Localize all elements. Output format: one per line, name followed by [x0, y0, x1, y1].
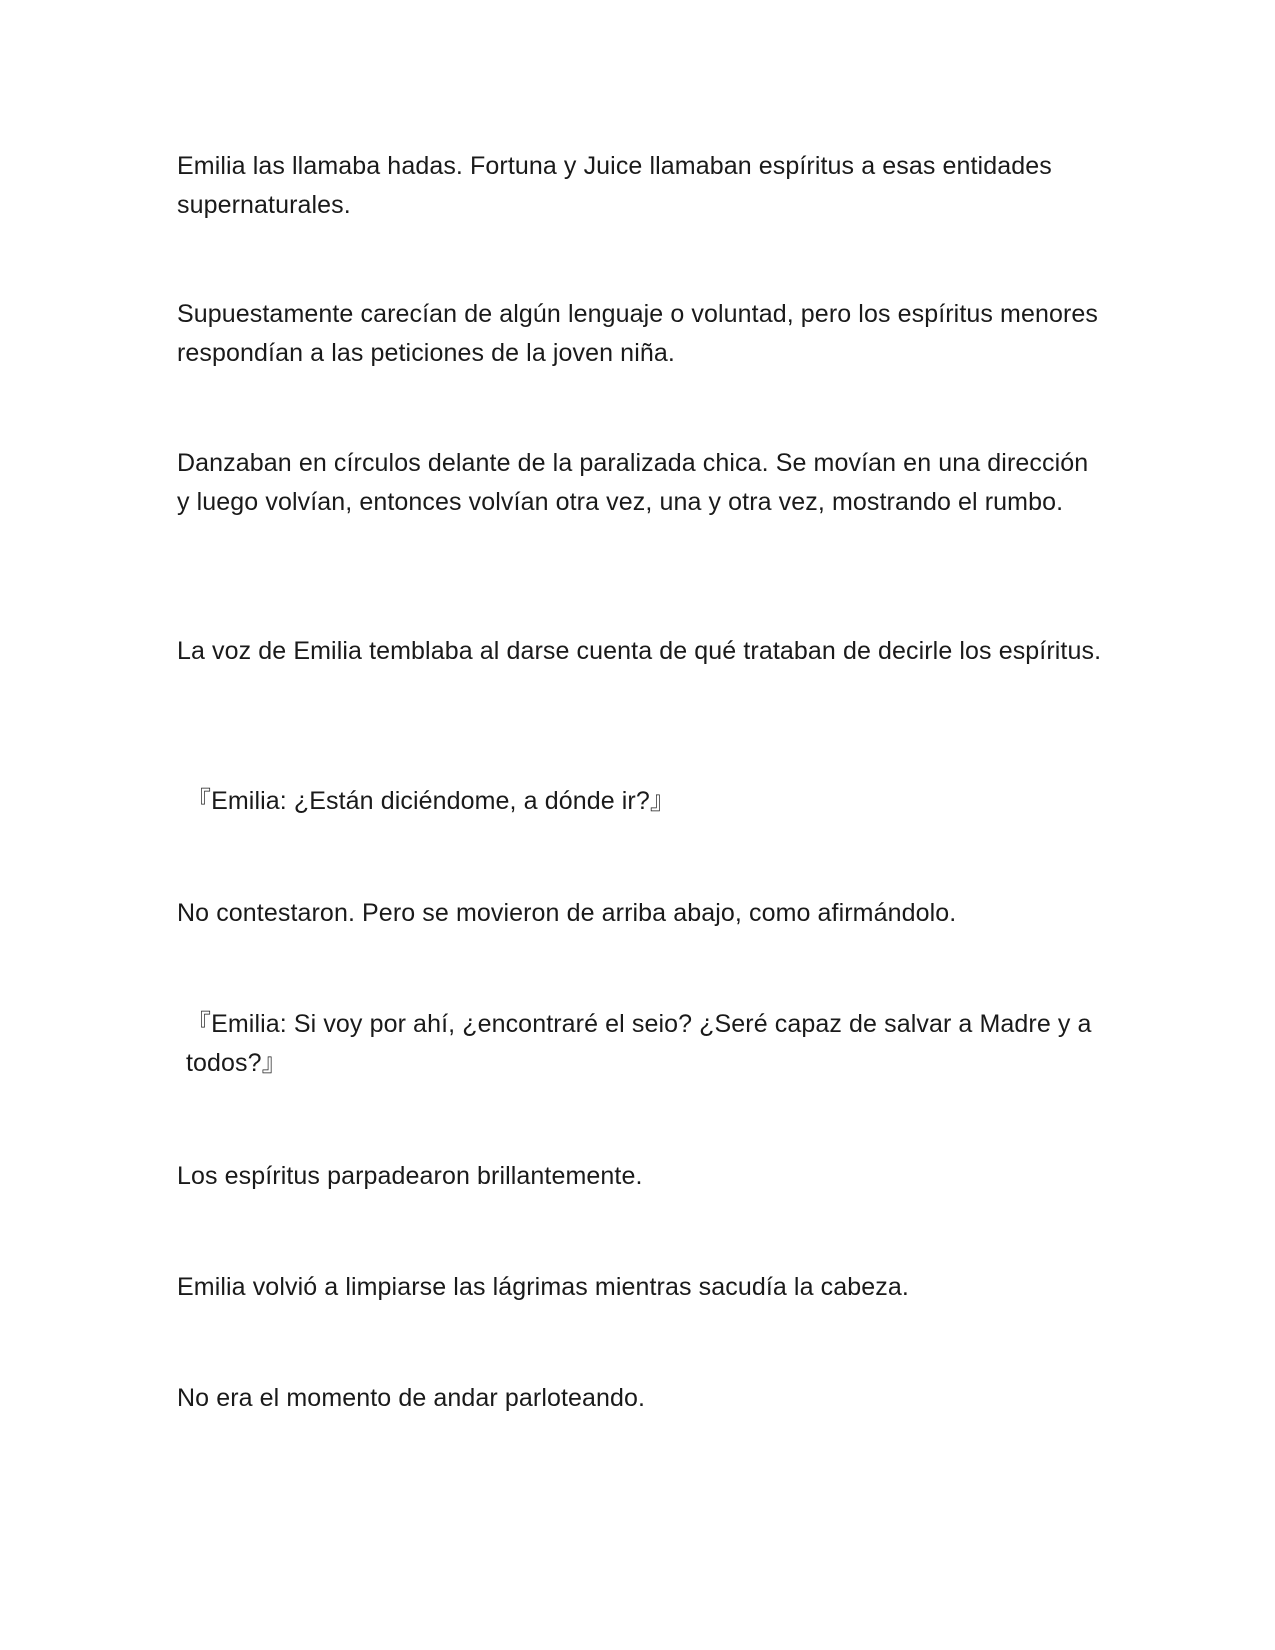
- dialogue-line: 『Emilia: Si voy por ahí, ¿encontraré el seio? ¿Seré capaz de salvar a Madre y a todos?』: [186, 1010, 1092, 1077]
- paragraph: La voz de Emilia temblaba al darse cuenta de qué trataban de decirle los espíritus.: [177, 637, 1102, 665]
- paragraph: Emilia volvió a limpiarse las lágrimas mientras sacudía la cabeza.: [177, 1273, 909, 1301]
- paragraph: No era el momento de andar parloteando.: [177, 1384, 646, 1412]
- paragraph: Emilia las llamaba hadas. Fortuna y Juice llamaban espíritus a esas entidades supernaturales.: [177, 152, 1052, 219]
- paragraph: Danzaban en círculos delante de la paralizada chica. Se movían en una dirección y luego volvían, entonces volvían otra vez, una y otra vez, mostrando el rumbo.: [177, 449, 1089, 516]
- dialogue-line: 『Emilia: ¿Están diciéndome, a dónde ir?』: [186, 787, 675, 815]
- paragraph: No contestaron. Pero se movieron de arriba abajo, como afirmándolo.: [177, 899, 957, 927]
- paragraph: Supuestamente carecían de algún lenguaje o voluntad, pero los espíritus menores respondían a las peticiones de la joven niña.: [177, 300, 1098, 367]
- paragraph: Los espíritus parpadearon brillantemente.: [177, 1162, 643, 1190]
